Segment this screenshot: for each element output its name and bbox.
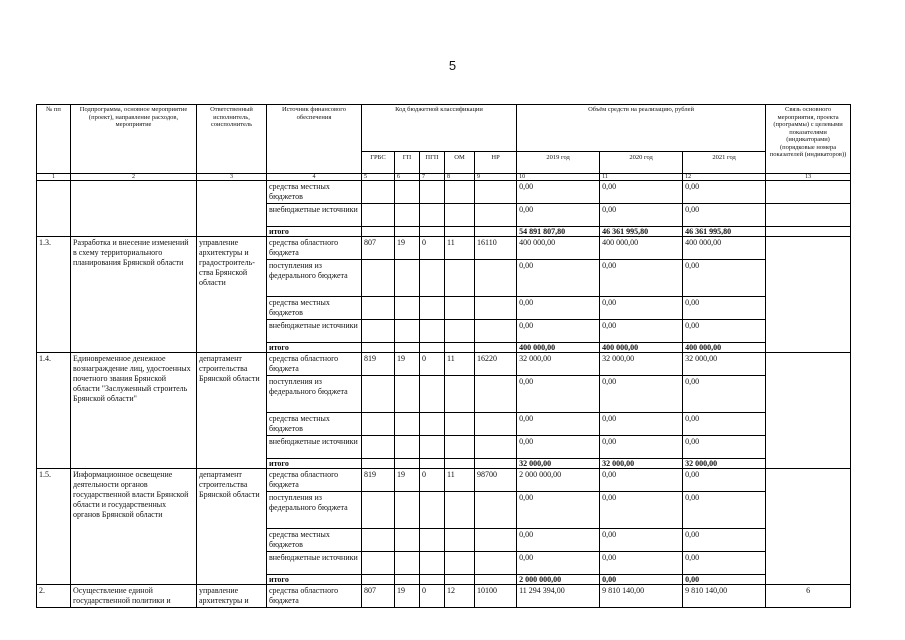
code-grbs: 807 xyxy=(362,585,395,608)
total-2019: 32 000,00 xyxy=(517,459,600,469)
total-2021: 46 361 995,80 xyxy=(683,227,766,237)
value-2021: 0,00 xyxy=(683,492,766,529)
item-executor: департамент строительства Брянской области xyxy=(197,353,267,469)
empty-cell xyxy=(37,181,71,237)
code-grbs: 807 xyxy=(362,237,395,260)
value-2021: 9 810 140,00 xyxy=(683,585,766,608)
value-2021: 0,00 xyxy=(683,376,766,413)
item-name: Единовременное денежное вознаграждение лиц, удостоенных почетного звания Брянской области "Заслуженный строитель Брянской области" xyxy=(71,353,197,469)
col-number: 3 xyxy=(197,174,267,181)
col-number: 1 xyxy=(37,174,71,181)
total-2021: 0,00 xyxy=(683,575,766,585)
source-extra: внебюджетные источники xyxy=(267,204,362,227)
code-gp: 19 xyxy=(395,585,420,608)
value-2020: 0,00 xyxy=(600,436,683,459)
source-total: итого xyxy=(267,227,362,237)
value-2021: 0,00 xyxy=(683,204,766,227)
value-2020: 32 000,00 xyxy=(600,353,683,376)
col-number: 13 xyxy=(766,174,851,181)
value-2019: 0,00 xyxy=(517,204,600,227)
header-2019: 2019 год xyxy=(517,152,600,174)
value-2020: 0,00 xyxy=(600,376,683,413)
total-2020: 400 000,00 xyxy=(600,343,683,353)
code-om: 12 xyxy=(445,585,475,608)
source-extra: внебюджетные источники xyxy=(267,320,362,343)
value-2020: 0,00 xyxy=(600,297,683,320)
value-2020: 400 000,00 xyxy=(600,237,683,260)
table-row xyxy=(37,181,851,204)
empty-cell xyxy=(71,181,197,237)
item-number: 1.5. xyxy=(37,469,71,585)
value-2021: 0,00 xyxy=(683,436,766,459)
value-2020: 0,00 xyxy=(600,492,683,529)
total-2019: 2 000 000,00 xyxy=(517,575,600,585)
value-2020: 0,00 xyxy=(600,181,683,204)
source-local: средства местных бюджетов xyxy=(267,529,362,552)
source-total: итого xyxy=(267,575,362,585)
source-regional: средства областного бюджета xyxy=(267,469,362,492)
col-number: 4 xyxy=(267,174,362,181)
value-2021: 0,00 xyxy=(683,320,766,343)
code-pgp: 0 xyxy=(420,237,445,260)
value-2019: 0,00 xyxy=(517,297,600,320)
item-number: 1.4. xyxy=(37,353,71,469)
code-gp: 19 xyxy=(395,469,420,492)
source-regional: средства областного бюджета xyxy=(267,353,362,376)
value-2021: 0,00 xyxy=(683,413,766,436)
code-gp: 19 xyxy=(395,353,420,376)
code-om: 11 xyxy=(445,237,475,260)
value-2019: 0,00 xyxy=(517,376,600,413)
value-2019: 32 000,00 xyxy=(517,353,600,376)
value-2020: 0,00 xyxy=(600,469,683,492)
value-2019: 0,00 xyxy=(517,260,600,297)
item-executor: департамент строительства Брянской области xyxy=(197,469,267,585)
empty-cell xyxy=(766,237,851,353)
source-regional: средства областного бюджета xyxy=(267,237,362,260)
value-2020: 0,00 xyxy=(600,204,683,227)
value-2019: 2 000 000,00 xyxy=(517,469,600,492)
value-2019: 0,00 xyxy=(517,552,600,575)
header-num: № пп xyxy=(37,105,71,174)
source-total: итого xyxy=(267,459,362,469)
value-2019: 0,00 xyxy=(517,436,600,459)
header-volume: Объём средств на реализацию, рублей xyxy=(517,105,766,152)
value-2021: 400 000,00 xyxy=(683,237,766,260)
value-2019: 0,00 xyxy=(517,320,600,343)
source-federal: поступления из федерального бюджета xyxy=(267,376,362,413)
value-2021: 0,00 xyxy=(683,260,766,297)
total-2020: 32 000,00 xyxy=(600,459,683,469)
total-2020: 46 361 995,80 xyxy=(600,227,683,237)
value-2020: 0,00 xyxy=(600,413,683,436)
value-2019: 0,00 xyxy=(517,181,600,204)
value-2019: 400 000,00 xyxy=(517,237,600,260)
item-name: Разработка и внесение изменений в схему территориального планирования Брянской области xyxy=(71,237,197,353)
header-gp: ГП xyxy=(395,152,420,174)
total-2019: 400 000,00 xyxy=(517,343,600,353)
source-federal: поступления из федерального бюджета xyxy=(267,492,362,529)
col-number: 6 xyxy=(395,174,420,181)
column-number-row xyxy=(37,174,851,181)
code-nr: 10100 xyxy=(475,585,517,608)
empty-cell xyxy=(766,353,851,469)
value-2019: 0,00 xyxy=(517,413,600,436)
code-nr: 98700 xyxy=(475,469,517,492)
header-budget-code: Код бюджетной классификации xyxy=(362,105,517,152)
table-row xyxy=(37,585,851,608)
value-2020: 0,00 xyxy=(600,529,683,552)
value-2021: 0,00 xyxy=(683,181,766,204)
value-2019: 11 294 394,00 xyxy=(517,585,600,608)
total-2021: 32 000,00 xyxy=(683,459,766,469)
value-2020: 9 810 140,00 xyxy=(600,585,683,608)
value-2021: 0,00 xyxy=(683,297,766,320)
code-om: 11 xyxy=(445,353,475,376)
header-source: Источник финансового обеспечения xyxy=(267,105,362,174)
total-2020: 0,00 xyxy=(600,575,683,585)
item-executor: управление архитектуры и xyxy=(197,585,267,608)
source-local: средства местных бюджетов xyxy=(267,413,362,436)
value-2020: 0,00 xyxy=(600,260,683,297)
code-grbs: 819 xyxy=(362,353,395,376)
item-number: 2. xyxy=(37,585,71,608)
col-number: 8 xyxy=(445,174,475,181)
col-number: 5 xyxy=(362,174,395,181)
col-number: 7 xyxy=(420,174,445,181)
empty-cell xyxy=(766,469,851,585)
code-pgp: 0 xyxy=(420,585,445,608)
header-row xyxy=(37,105,851,152)
col-number: 9 xyxy=(475,174,517,181)
col-number: 2 xyxy=(71,174,197,181)
value-2021: 32 000,00 xyxy=(683,353,766,376)
col-number: 11 xyxy=(600,174,683,181)
empty-cell xyxy=(197,181,267,237)
source-extra: внебюджетные источники xyxy=(267,436,362,459)
table-row xyxy=(37,469,851,492)
source-regional: средства областного бюджета xyxy=(267,585,362,608)
value-2021: 0,00 xyxy=(683,529,766,552)
header-link: Связь основного мероприятия, проекта (программы) с целевыми показателями (индикаторами) (порядковые номера показателей (индикаторов)) xyxy=(766,105,851,174)
col-number: 10 xyxy=(517,174,600,181)
source-extra: внебюджетные источники xyxy=(267,552,362,575)
total-2019: 54 891 807,80 xyxy=(517,227,600,237)
value-2021: 0,00 xyxy=(683,469,766,492)
source-federal: поступления из федерального бюджета xyxy=(267,260,362,297)
page-number: 5 xyxy=(448,58,457,73)
col-number: 12 xyxy=(683,174,766,181)
header-program: Подпрограмма, основное мероприятие (проект), направление расходов, мероприятие xyxy=(71,105,197,174)
value-2021: 0,00 xyxy=(683,552,766,575)
value-2019: 0,00 xyxy=(517,492,600,529)
source-local: средства местных бюджетов xyxy=(267,297,362,320)
header-executor: Ответственный исполнитель, соисполнитель xyxy=(197,105,267,174)
code-pgp: 0 xyxy=(420,353,445,376)
value-2020: 0,00 xyxy=(600,552,683,575)
budget-table xyxy=(36,104,851,608)
item-name: Информационное освещение деятельности органов государственной власти Брянской области и государственных органов Брянской области xyxy=(71,469,197,585)
value-2020: 0,00 xyxy=(600,320,683,343)
code-pgp: 0 xyxy=(420,469,445,492)
item-number: 1.3. xyxy=(37,237,71,353)
source-local: средства местных бюджетов xyxy=(267,181,362,204)
code-grbs: 819 xyxy=(362,469,395,492)
header-2021: 2021 год xyxy=(683,152,766,174)
item-executor: управление архитектуры и градостроитель-ства Брянской области xyxy=(197,237,267,353)
code-nr: 16110 xyxy=(475,237,517,260)
item-name: Осуществление единой государственной политики и xyxy=(71,585,197,608)
table-row xyxy=(37,237,851,260)
indicator-link: 6 xyxy=(766,585,851,608)
total-2021: 400 000,00 xyxy=(683,343,766,353)
table-row xyxy=(37,353,851,376)
header-nr: НР xyxy=(475,152,517,174)
code-om: 11 xyxy=(445,469,475,492)
header-pgp: ПГП xyxy=(420,152,445,174)
code-nr: 16220 xyxy=(475,353,517,376)
header-om: ОМ xyxy=(445,152,475,174)
source-total: итого xyxy=(267,343,362,353)
header-grbs: ГРБС xyxy=(362,152,395,174)
value-2019: 0,00 xyxy=(517,529,600,552)
header-2020: 2020 год xyxy=(600,152,683,174)
code-gp: 19 xyxy=(395,237,420,260)
